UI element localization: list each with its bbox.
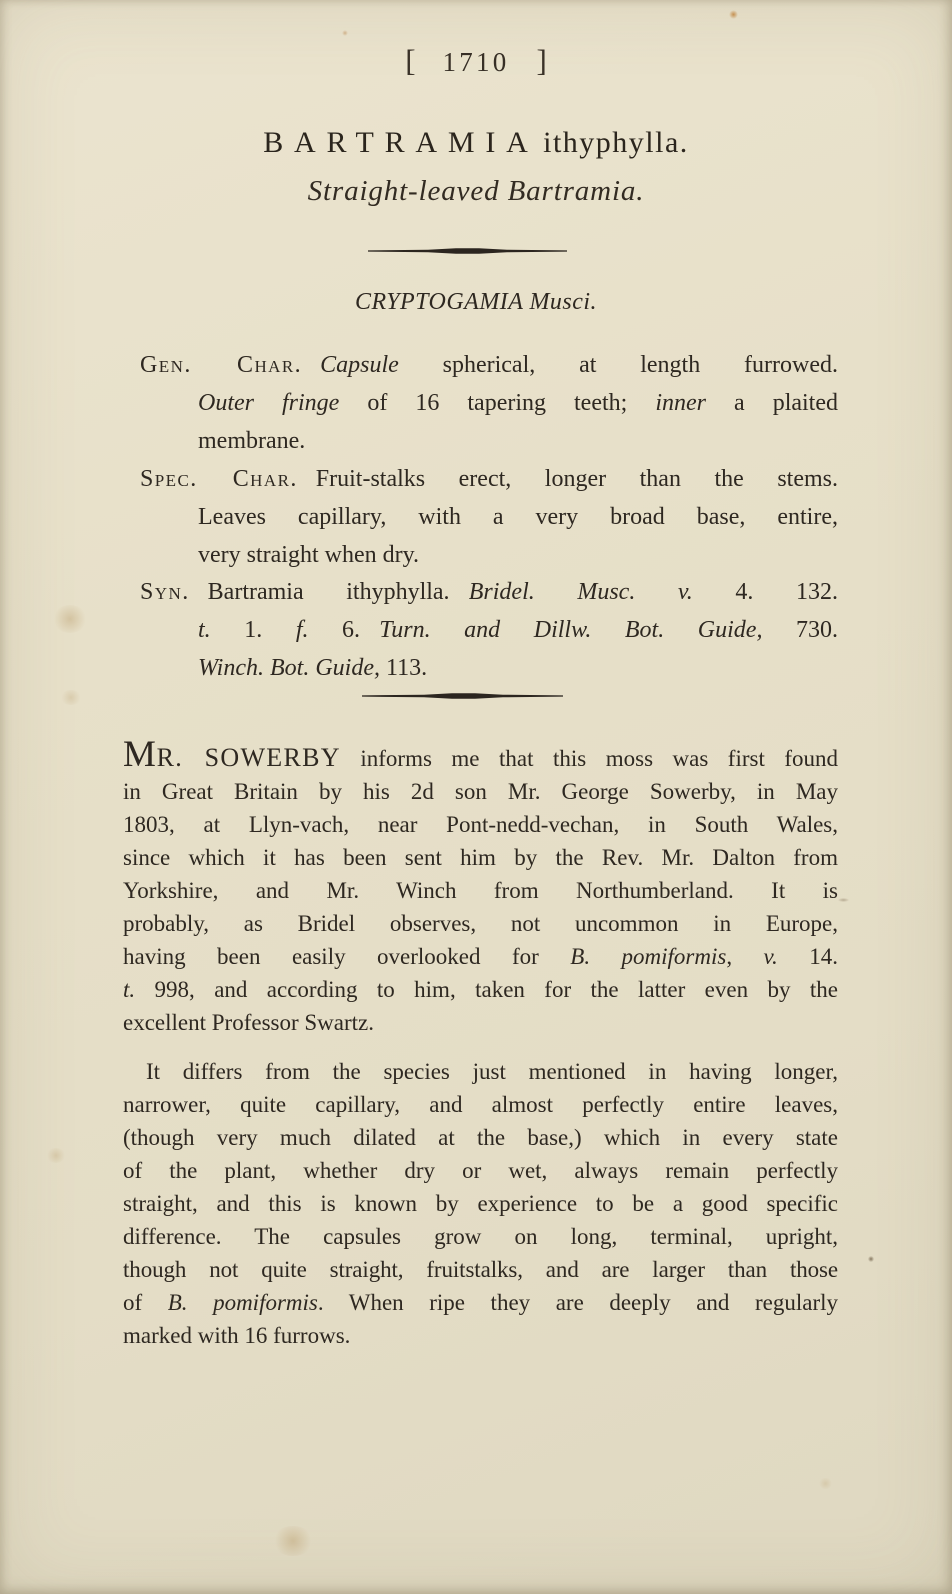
text-run: Bartramia ithyphylla. [207, 579, 450, 605]
text-run: It differs from the species just mentioned in having longer, [146, 1059, 838, 1084]
text-line [123, 940, 838, 973]
drop-cap-initial: M [123, 734, 157, 775]
text-line [123, 1121, 838, 1154]
text-line [123, 734, 838, 775]
text-run: probably, as Bridel observes, not uncommon in Europe, [123, 911, 838, 936]
text-run: (though very much dilated at the base,) which in every state [123, 1125, 838, 1150]
text-run: Fruit-stalks erect, longer than the stems. [315, 466, 838, 492]
text-line [123, 1006, 838, 1039]
text-line [140, 460, 838, 498]
fox-spot [46, 1148, 66, 1163]
text-run: t. [198, 617, 211, 643]
text-run: Winch. Bot. Guide, [198, 655, 380, 681]
text-line [123, 1253, 838, 1286]
text-run: excellent Professor Swartz. [123, 1010, 375, 1035]
text-run: marked with 16 furrows. [123, 1323, 351, 1348]
page-number: [ 1710 ] [405, 43, 547, 78]
common-name-subtitle: Straight-leaved Bartramia. [307, 175, 645, 207]
text-line [123, 808, 838, 841]
swelled-rule-shape [368, 246, 567, 256]
generic-character-paragraph [140, 346, 838, 460]
text-line [123, 1319, 838, 1352]
text-line [123, 775, 838, 808]
species-epithet: ithyphylla. [543, 126, 689, 159]
spec-char-label: Spec. Char. [140, 466, 298, 492]
text-line [123, 1220, 838, 1253]
text-run: . When ripe they are deeply and regularly [317, 1290, 838, 1315]
text-run: Leaves capillary, with a very broad base, entire, [198, 504, 838, 530]
fox-spot [818, 1478, 833, 1489]
text-run: in Great Britain by his 2d son Mr. George Sowerby, in May [123, 779, 838, 804]
fox-spot [838, 898, 849, 902]
swelled-rule-top [368, 243, 567, 253]
text-run: , [726, 944, 764, 969]
text-line [123, 1187, 838, 1220]
text-run: 998, and according to him, taken for the latter even by the [135, 977, 838, 1002]
classification-line: CRYPTOGAMIA Musci. [355, 289, 597, 315]
text-run: informs me that this moss was first found [340, 746, 838, 771]
text-line [140, 498, 838, 536]
text-line [140, 422, 838, 460]
text-run: Turn. and Dillw. Bot. Guide, [379, 617, 763, 643]
text-line [140, 384, 838, 422]
fox-spot [60, 690, 82, 705]
page-number-value: 1710 [442, 47, 510, 77]
fox-spot [868, 1256, 874, 1262]
fox-spot [729, 10, 738, 19]
text-run: Capsule [320, 352, 399, 378]
text-run: Yorkshire, and Mr. Winch from Northumberland. It is [123, 878, 838, 903]
text-run: of [123, 1290, 168, 1315]
text-run: inner [655, 390, 707, 416]
page-title [0, 126, 952, 160]
fox-spot [342, 30, 348, 36]
text-run: of the plant, whether dry or wet, always remain perfectly [123, 1158, 838, 1183]
specific-character-paragraph [140, 460, 838, 574]
text-run: 1. [210, 617, 296, 643]
text-line [123, 1286, 838, 1319]
text-line [140, 573, 838, 611]
text-run: 1803, at Llyn-vach, near Pont-nedd-vechan, in South Wales, [123, 812, 838, 837]
text-run: 113. [379, 655, 428, 681]
text-run: straight, and this is known by experience to be a good specific [123, 1191, 838, 1216]
text-run: spherical, at length furrowed. [398, 352, 838, 378]
swelled-rule-shape [362, 691, 563, 701]
text-run: 4. 132. [692, 579, 838, 605]
text-line [123, 1154, 838, 1187]
synonym-paragraph [140, 573, 838, 687]
text-run: B. pomiformis [570, 944, 727, 969]
text-run: though not quite straight, fruitstalks, and are larger than those [123, 1257, 838, 1282]
text-line [123, 874, 838, 907]
body-paragraph-1 [123, 734, 838, 1039]
text-line [123, 973, 838, 1006]
text-line [123, 1088, 838, 1121]
fox-spot [272, 1526, 314, 1556]
text-run: narrower, quite capillary, and almost perfectly entire leaves, [123, 1092, 838, 1117]
genus-name: BARTRAMIA [263, 126, 539, 159]
text-run: difference. The capsules grow on long, terminal, upright, [123, 1224, 838, 1249]
text-line [140, 649, 838, 687]
text-run: very straight when dry. [198, 542, 420, 568]
syn-label: Syn. [140, 579, 190, 605]
lead-capitals: R. SOWERBY [156, 743, 341, 772]
body-paragraph-2 [123, 1055, 838, 1352]
text-run: a plaited [706, 390, 838, 416]
text-run: membrane. [198, 428, 306, 454]
text-line [140, 346, 838, 384]
text-run: Bridel. Musc. v. [468, 579, 693, 605]
text-line [140, 536, 838, 574]
text-run: 14. [777, 944, 838, 969]
text-run: Outer fringe [198, 390, 340, 416]
text-run: 730. [762, 617, 838, 643]
text-run: of 16 tapering teeth; [339, 390, 656, 416]
text-line [123, 841, 838, 874]
text-line [123, 1055, 838, 1088]
text-run: having been easily overlooked for [123, 944, 571, 969]
gen-char-label: Gen. Char. [140, 352, 303, 378]
text-line [140, 611, 838, 649]
fox-spot [52, 605, 88, 633]
swelled-rule-middle [362, 688, 563, 698]
text-run: t. [123, 977, 136, 1002]
text-line [123, 907, 838, 940]
text-run: f. [295, 617, 309, 643]
text-run: v. [763, 944, 778, 969]
text-run: B. pomiformis [167, 1290, 318, 1315]
text-run: 6. [308, 617, 361, 643]
text-run: since which it has been sent him by the Rev. Mr. Dalton from [123, 845, 838, 870]
